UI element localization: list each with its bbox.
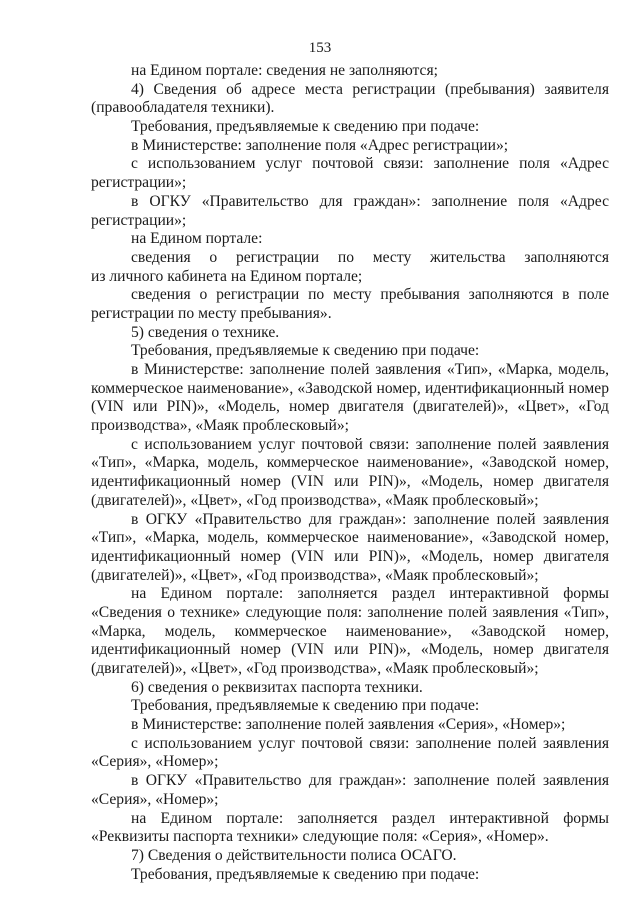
- text-line: на Едином портале: заполняется раздел интерактивной формы: [131, 585, 609, 603]
- text-line: «Серия», «Номер»;: [91, 753, 219, 771]
- text-line: 7) Сведения о действительности полиса ОСАГО.: [131, 846, 457, 864]
- text-line: Требования, предъявляемые к сведению при подаче:: [131, 697, 480, 715]
- text-line: идентификационный номер (VIN или PIN)», «Модель, номер двигателя: [91, 641, 609, 659]
- text-line: идентификационный номер (VIN или PIN)», «Модель, номер двигателя: [91, 547, 609, 565]
- text-line: производства», «Маяк проблесковый»;: [91, 417, 350, 435]
- text-line: (двигателей)», «Цвет», «Год производства», «Маяк проблесковый»;: [91, 660, 539, 677]
- text-line: Требования, предъявляемые к сведению при подаче:: [131, 865, 480, 883]
- text-line: в Министерстве: заполнение полей заявления «Тип», «Марка, модель,: [131, 361, 609, 378]
- body-text: [91, 62, 609, 884]
- text-line: на Едином портале: сведения не заполняются;: [131, 62, 438, 79]
- text-line: Требования, предъявляемые к сведению при подаче:: [131, 342, 480, 360]
- text-line: 6) сведения о реквизитах паспорта техники.: [131, 678, 423, 696]
- text-line: 4) Сведения об адресе места регистрации (пребывания) заявителя: [131, 80, 609, 98]
- text-line: (двигателей)», «Цвет», «Год производства», «Маяк проблесковый»;: [91, 491, 539, 509]
- text-line: «Тип», «Марка, модель, коммерческое наименование», «Заводской номер,: [91, 529, 609, 547]
- text-line: в ОГКУ «Правительство для граждан»: заполнение поля «Адрес: [131, 192, 609, 210]
- text-line: сведения о регистрации по месту жительства заполняются: [131, 248, 609, 266]
- text-line: «Марка, модель, коммерческое наименование», «Заводской номер,: [91, 622, 609, 640]
- text-line: Требования, предъявляемые к сведению при подаче:: [131, 118, 480, 136]
- text-line: в ОГКУ «Правительство для граждан»: заполнение полей заявления: [131, 772, 609, 790]
- text-line: из личного кабинета на Едином портале;: [91, 267, 363, 285]
- text-line: 5) сведения о технике.: [131, 323, 280, 341]
- text-line: «Реквизиты паспорта техники» следующие поля: «Серия», «Номер».: [91, 828, 549, 846]
- text-line: регистрации»;: [91, 211, 187, 229]
- text-line: идентификационный номер (VIN или PIN)», «Модель, номер двигателя: [91, 473, 609, 491]
- text-line: (правообладателя техники).: [91, 99, 275, 117]
- text-line: с использованием услуг почтовой связи: заполнение полей заявления: [131, 435, 609, 453]
- text-line: на Едином портале: заполняется раздел интерактивной формы: [131, 809, 609, 827]
- text-line: (VIN или PIN)», «Модель, номер двигателя (двигателей)», «Цвет», «Год: [91, 398, 609, 416]
- text-line: «Тип», «Марка, модель, коммерческое наименование», «Заводской номер,: [91, 454, 609, 472]
- text-line: на Едином портале:: [131, 230, 263, 248]
- page-number: 153: [308, 40, 332, 56]
- text-line: (двигателей)», «Цвет», «Год производства», «Маяк проблесковый»;: [91, 566, 539, 584]
- text-line: с использованием услуг почтовой связи: заполнение поля «Адрес: [131, 155, 609, 173]
- text-line: коммерческое наименование», «Заводской номер, идентификационный номер: [91, 379, 609, 397]
- text-line: с использованием услуг почтовой связи: заполнение полей заявления: [131, 734, 609, 752]
- text-line: регистрации»;: [91, 174, 187, 192]
- text-line: «Серия», «Номер»;: [91, 790, 219, 808]
- text-line: регистрации по месту пребывания».: [91, 304, 332, 322]
- text-line: в Министерстве: заполнение поля «Адрес регистрации»;: [131, 136, 509, 154]
- text-line: «Сведения о технике» следующие поля: заполнение полей заявления «Тип»,: [91, 603, 609, 621]
- text-line: в ОГКУ «Правительство для граждан»: заполнение полей заявления: [131, 510, 609, 528]
- text-line: сведения о регистрации по месту пребывания заполняются в поле: [131, 286, 609, 304]
- text-line: в Министерстве: заполнение полей заявления «Серия», «Номер»;: [131, 716, 566, 734]
